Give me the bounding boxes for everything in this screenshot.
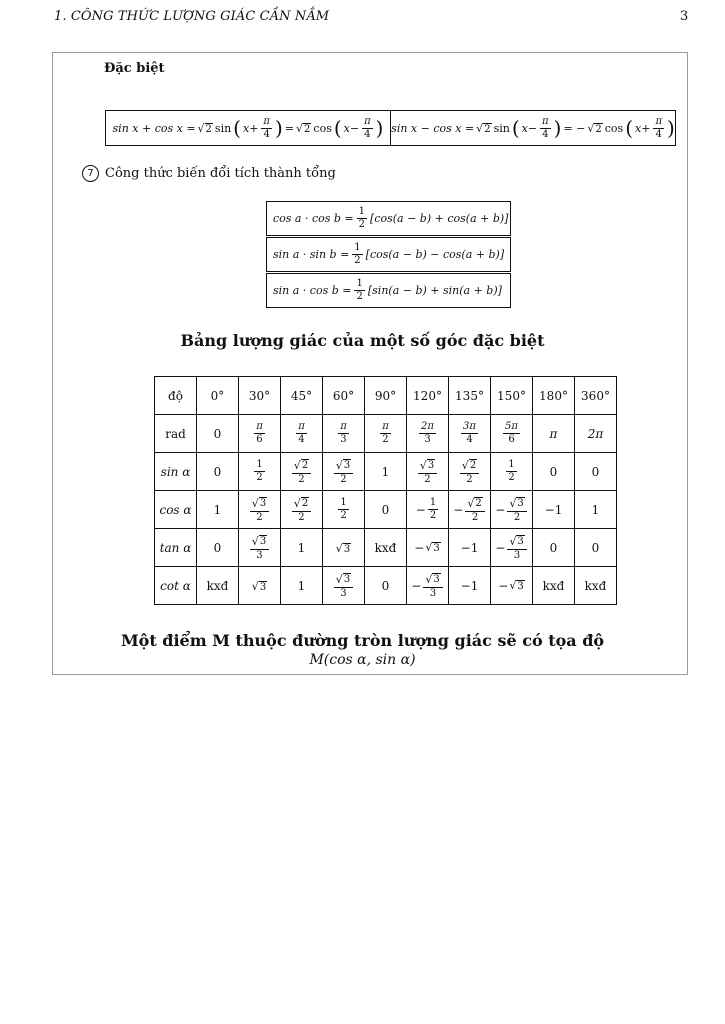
pts-lhs: cos a · cos b = (273, 212, 354, 225)
row-label: sin α (155, 453, 197, 491)
row-label: cos α (155, 491, 197, 529)
f1-frac-b: $\frac{\pi}{4}$ (364, 115, 371, 140)
footer-statement: Một điểm M thuộc đường tròn lượng giác sẽ có tọa độ (120, 631, 605, 650)
table-cell: 0° (197, 377, 239, 415)
table-cell: 360° (575, 377, 617, 415)
table-cell: √ 2 2 (281, 453, 323, 491)
table-cell: $\frac{\pi}{3}$ (323, 415, 365, 453)
special-formula-1: sin x + cos x = √ 2 sin ( x+ $\frac{\pi}{4}$ ) = √ 2 cos ( x− $\frac{\pi}{4}$ ) (112, 115, 384, 140)
table-cell: √ 2 2 (449, 453, 491, 491)
f2-eq2: = − (563, 121, 586, 135)
table-cell: 0 (575, 453, 617, 491)
table-cell: 60° (323, 377, 365, 415)
table-cell: 90° (365, 377, 407, 415)
table-cell: kxđ (533, 567, 575, 605)
pts-lhs: sin a · sin b = (273, 248, 350, 261)
table-cell: $\frac{1}{2}$ (323, 491, 365, 529)
table-cell: √ 3 (323, 529, 365, 567)
table-cell: 0 (575, 529, 617, 567)
f1-lhs: sin x + cos x = (112, 121, 196, 135)
f2-xminus: x− (521, 121, 538, 135)
special-formula-table (105, 110, 676, 146)
table-row-sin (155, 453, 617, 491)
f2-frac-b: $\frac{\pi}{4}$ (655, 115, 663, 140)
table-cell: 0 (365, 491, 407, 529)
table-cell: −1 (449, 529, 491, 567)
pts-formula (266, 273, 511, 308)
f2-sin: sin (493, 121, 510, 135)
f2-xplus: x+ (635, 121, 651, 135)
table-row-rad (155, 415, 617, 453)
row-label: tan α (155, 529, 197, 567)
table-cell: − √ 3 (407, 529, 449, 567)
pts-frac: $\frac{1}{2}$ (358, 206, 366, 230)
table-cell: 0 (533, 453, 575, 491)
table-cell: √ 3 3 (323, 567, 365, 605)
table-cell: 0 (197, 415, 239, 453)
table-cell: kxđ (575, 567, 617, 605)
table-cell: $\frac{5\pi}{6}$ (491, 415, 533, 453)
table-cell: 30° (239, 377, 281, 415)
table-cell: − √ 3 3 (491, 529, 533, 567)
row-label: độ (155, 377, 197, 415)
pts-rhs: [sin(a − b) + sin(a + b)] (367, 284, 502, 297)
footer-coordinates: M(cos α, sin α) (309, 652, 416, 668)
page-number: 3 (680, 9, 689, 24)
table-cell: $\frac{1}{2}$ (491, 453, 533, 491)
table-cell: kxđ (365, 529, 407, 567)
table-row-cos (155, 491, 617, 529)
table-cell: $\frac{3\pi}{4}$ (449, 415, 491, 453)
row-label: cot α (155, 567, 197, 605)
table-cell: √ 3 (239, 567, 281, 605)
table-cell: 120° (407, 377, 449, 415)
table-cell: √ 3 3 (239, 529, 281, 567)
table-cell: √ 3 2 (239, 491, 281, 529)
table-cell: − √ 3 2 (491, 491, 533, 529)
table-cell: 2π (575, 415, 617, 453)
table-cell: 0 (197, 453, 239, 491)
pts-formula (266, 237, 511, 272)
table-row-degree (155, 377, 617, 415)
table-cell: $\frac{\pi}{2}$ (365, 415, 407, 453)
table-cell: $\frac{1}{2}$ (239, 453, 281, 491)
product-to-sum-formulas (266, 201, 511, 309)
table-cell: $\frac{2\pi}{3}$ (407, 415, 449, 453)
f1-cos: cos (313, 121, 332, 135)
f1-sqrt: √ 2 (197, 121, 212, 135)
table-cell: 1 (281, 529, 323, 567)
table-cell: 1 (365, 453, 407, 491)
table-cell: − √ 3 (491, 567, 533, 605)
table-cell: −1 (449, 567, 491, 605)
f1-xminus: x− (343, 121, 360, 135)
table-cell: kxđ (197, 567, 239, 605)
table-cell: 0 (533, 529, 575, 567)
table-cell: 0 (365, 567, 407, 605)
f2-lhs: sin x − cos x = (391, 121, 475, 135)
pts-formula (266, 201, 511, 236)
special-formula-2: sin x − cos x = √ 2 sin ( x− $\frac{\pi}{4}$ ) = − √ 2 cos ( x+ $\frac{\pi}{4}$ ) (390, 111, 675, 145)
trig-values-table (154, 376, 617, 605)
table-cell: 1 (281, 567, 323, 605)
pts-rhs: [cos(a − b) − cos(a + b)] (365, 248, 505, 261)
table-cell: 1 (197, 491, 239, 529)
pts-frac: $\frac{1}{2}$ (356, 278, 363, 302)
pts-rhs: [cos(a − b) + cos(a + b)] (370, 212, 509, 225)
f1-sqrt-b: √ 2 (296, 121, 311, 135)
table-cell: 45° (281, 377, 323, 415)
table-cell: 150° (491, 377, 533, 415)
f1-xplus: x+ (242, 121, 259, 135)
special-heading: Đặc biệt (104, 61, 165, 76)
item-7-heading (82, 165, 336, 182)
table-title: Bảng lượng giác của một số góc đặc biệt (180, 331, 545, 350)
table-cell: $\frac{\pi}{4}$ (281, 415, 323, 453)
f1-sin: sin (214, 121, 232, 135)
table-cell: √ 2 2 (281, 491, 323, 529)
table-cell: 0 (197, 529, 239, 567)
circled-number-icon: 7 (82, 165, 99, 182)
table-cell: π (533, 415, 575, 453)
running-header-section: 1. CÔNG THỨC LƯỢNG GIÁC CẦN NẮM (54, 9, 330, 24)
row-label: rad (155, 415, 197, 453)
table-cell: − √ 3 3 (407, 567, 449, 605)
table-cell: 180° (533, 377, 575, 415)
pts-frac: $\frac{1}{2}$ (354, 242, 361, 266)
f2-cos: cos (604, 121, 624, 135)
table-cell: $\frac{\pi}{6}$ (239, 415, 281, 453)
f2-frac-a: $\frac{\pi}{4}$ (542, 115, 549, 140)
table-cell: √ 3 2 (407, 453, 449, 491)
item-7-label: Công thức biến đổi tích thành tổng (105, 166, 336, 181)
table-cell: 1 (575, 491, 617, 529)
f2-sqrt: √ 2 (476, 121, 491, 135)
table-cell: − $\frac{1}{2}$ (407, 491, 449, 529)
table-row-tan (155, 529, 617, 567)
pts-lhs: sin a · cos b = (273, 284, 352, 297)
table-cell: − √ 2 2 (449, 491, 491, 529)
table-cell: −1 (533, 491, 575, 529)
table-cell: 135° (449, 377, 491, 415)
f2-sqrt-b: √ 2 (587, 121, 602, 135)
table-row-cot (155, 567, 617, 605)
f1-eq2: = (284, 121, 295, 135)
f1-frac-a: $\frac{\pi}{4}$ (263, 115, 270, 140)
table-cell: √ 3 2 (323, 453, 365, 491)
